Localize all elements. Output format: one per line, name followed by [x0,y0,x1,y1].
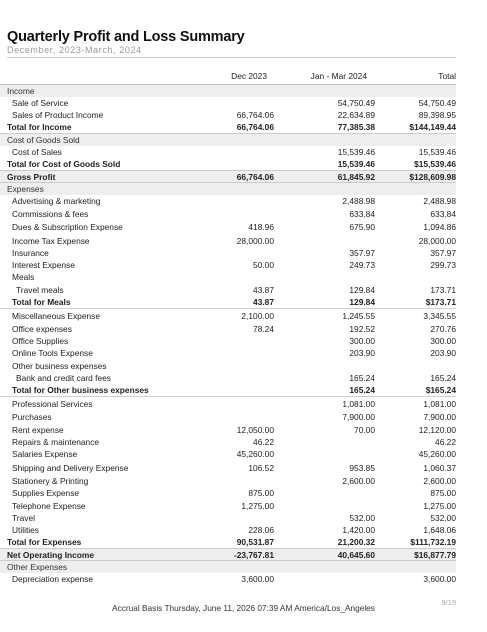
row-value-jan-mar-2024 [274,499,375,511]
table-row [0,146,456,158]
table-row [0,308,456,323]
table-row [0,158,456,170]
row-value-jan-mar-2024 [274,134,375,146]
table-row [0,499,456,511]
row-label: Telephone Expense [12,500,86,511]
row-value-jan-mar-2024: 192.52 [349,323,375,334]
row-value-total: 270.76 [430,323,456,334]
row-value-jan-mar-2024 [274,234,375,246]
row-value-total: $111,732.19 [375,536,456,548]
row-value-jan-mar-2024: 249.73 [349,260,375,271]
table-row [0,271,456,283]
row-label: Insurance [12,247,49,258]
row-value-total: $16,877.79 [375,549,456,561]
row-label: Utilities [12,525,39,536]
row-label: Meals [12,272,35,283]
row-value-jan-mar-2024: 15,539.46 [274,158,375,170]
row-label: Other Expenses [0,561,183,573]
row-value-dec-2023: 46.22 [253,436,274,447]
row-value-total: 28,000.00 [418,235,456,246]
row-value-jan-mar-2024 [274,448,375,460]
row-label: Rent expense [12,424,64,435]
row-value-dec-2023: 3,600.00 [241,574,274,585]
row-value-total: 173.71 [430,284,456,295]
row-value-total [375,134,456,146]
row-value-dec-2023 [183,183,274,195]
row-value-total [375,271,456,283]
row-value-dec-2023: 66,764.06 [183,121,274,133]
row-value-jan-mar-2024: 22,634.89 [337,110,375,121]
row-value-total: 89,398.95 [418,110,456,121]
table-row [0,347,456,359]
row-value-dec-2023: 78.24 [253,323,274,334]
row-label: Advertising & marketing [12,196,101,207]
row-value-total: 165.24 [430,373,456,384]
row-label: Cost of Sales [12,147,62,158]
row-value-dec-2023: 43.87 [253,284,274,295]
row-value-dec-2023: 45,260.00 [236,449,274,460]
row-value-total: 1,648.06 [423,525,456,536]
profit-loss-table [0,67,456,586]
title-divider [7,57,456,58]
table-row [0,573,456,585]
row-label: Sale of Service [12,97,69,108]
row-label: Repairs & maintenance [12,436,100,447]
row-value-jan-mar-2024 [274,360,375,372]
row-value-total: 633.84 [430,208,456,219]
row-value-jan-mar-2024: 953.85 [349,462,375,473]
row-value-dec-2023 [183,195,274,207]
row-value-dec-2023 [183,207,274,219]
row-value-dec-2023: 875.00 [248,488,274,499]
row-value-total: $173.71 [375,296,456,308]
row-label: Sales of Product Income [12,110,104,121]
table-row [0,384,456,396]
row-label: Total for Other business expenses [0,384,183,396]
row-value-jan-mar-2024: 165.24 [274,384,375,396]
row-label: Expenses [0,183,183,195]
row-value-dec-2023: 66,764.06 [183,171,274,183]
table-row [0,85,456,97]
row-label: Travel meals [16,284,64,295]
row-value-total [375,85,456,97]
table-row [0,475,456,487]
table-row [0,561,456,573]
row-value-jan-mar-2024 [274,561,375,573]
table-row [0,372,456,384]
table-row [0,335,456,347]
row-value-jan-mar-2024: 61,845.92 [274,171,375,183]
row-label: Travel [12,512,35,523]
row-value-dec-2023: 2,100.00 [241,310,274,321]
row-value-jan-mar-2024: 357.97 [349,247,375,258]
report-date-range: December, 2023-March, 2024 [7,45,142,55]
table-row [0,549,456,561]
row-value-dec-2023 [183,347,274,359]
row-value-total: 12,120.00 [418,424,456,435]
row-value-total: 532.00 [430,512,456,523]
row-label: Purchases [12,412,52,423]
row-value-jan-mar-2024 [274,436,375,448]
row-value-dec-2023: 1,275.00 [241,500,274,511]
row-value-total: $165.24 [375,384,456,396]
table-row [0,411,456,423]
row-label: Total for Meals [0,296,183,308]
page-number: 9/19 [441,598,456,607]
row-value-total: 2,488.98 [423,196,456,207]
row-label: Total for Expenses [0,536,183,548]
row-value-jan-mar-2024: 54,750.49 [337,97,375,108]
row-value-dec-2023: 28,000.00 [236,235,274,246]
row-label: Shipping and Delivery Expense [12,462,129,473]
row-value-jan-mar-2024: 1,081.00 [342,399,375,410]
table-row [0,423,456,435]
row-value-total: 1,275.00 [423,500,456,511]
row-value-total: 299.73 [430,260,456,271]
row-value-jan-mar-2024: 2,600.00 [342,476,375,487]
row-value-dec-2023 [183,158,274,170]
row-value-total: 7,900.00 [423,412,456,423]
table-row [0,487,456,499]
row-label: Interest Expense [12,260,75,271]
column-header-label [0,67,183,85]
column-header-jan-mar-2024: Jan - Mar 2024 [274,67,375,85]
row-label: Stationery & Printing [12,476,89,487]
row-value-jan-mar-2024: 129.84 [274,296,375,308]
row-value-jan-mar-2024: 2,488.98 [342,196,375,207]
table-row [0,448,456,460]
row-value-total: 875.00 [430,488,456,499]
table-row [0,183,456,195]
row-label: Total for Income [0,121,183,133]
table-row [0,220,456,235]
table-row [0,207,456,219]
row-value-total: $128,609.98 [375,171,456,183]
row-label: Online Tools Expense [12,348,93,359]
row-value-jan-mar-2024: 1,420.00 [342,525,375,536]
table-row [0,121,456,133]
row-value-dec-2023: 228.06 [248,525,274,536]
table-row [0,397,456,412]
row-value-total: $144,149.44 [375,121,456,133]
row-value-total: 2,600.00 [423,476,456,487]
report-title: Quarterly Profit and Loss Summary [7,29,245,45]
row-label: Office Supplies [12,336,69,347]
row-value-total [375,183,456,195]
row-value-total: 300.00 [430,336,456,347]
row-value-jan-mar-2024: 300.00 [349,336,375,347]
row-value-total: 46.22 [435,436,456,447]
row-value-jan-mar-2024: 129.84 [349,284,375,295]
row-value-dec-2023 [183,397,274,412]
row-value-dec-2023: 43.87 [183,296,274,308]
table-row [0,284,456,296]
row-label: Total for Cost of Goods Sold [0,158,183,170]
row-label: Bank and credit card fees [16,373,111,384]
row-value-jan-mar-2024 [274,271,375,283]
table-row [0,512,456,524]
row-label: Commissions & fees [12,208,89,219]
row-value-dec-2023: 50.00 [253,260,274,271]
row-value-dec-2023 [183,561,274,573]
row-value-dec-2023 [183,85,274,97]
row-label: Dues & Subscription Expense [12,222,123,233]
row-value-dec-2023 [183,512,274,524]
row-value-dec-2023 [183,360,274,372]
row-value-dec-2023 [183,411,274,423]
row-value-jan-mar-2024 [274,487,375,499]
row-value-dec-2023 [183,384,274,396]
table-row [0,195,456,207]
row-label: Other business expenses [12,360,107,371]
row-value-dec-2023 [183,247,274,259]
row-label: Net Operating Income [0,549,183,561]
row-value-total [375,561,456,573]
report-footer: Accrual Basis Thursday, June 11, 2026 07:39 AM America/Los_Angeles [112,603,375,613]
row-value-total: 357.97 [430,247,456,258]
row-value-dec-2023 [183,335,274,347]
row-label: Depreciation expense [12,574,94,585]
row-label: Professional Services [12,399,93,410]
column-header-total: Total [375,67,456,85]
row-value-jan-mar-2024: 1,245.55 [342,310,375,321]
row-value-jan-mar-2024 [274,573,375,585]
row-value-jan-mar-2024: 77,385.38 [274,121,375,133]
row-value-dec-2023 [183,134,274,146]
row-value-total: 3,600.00 [423,574,456,585]
row-value-total: 3,345.55 [423,310,456,321]
row-label: Income Tax Expense [12,235,90,246]
row-value-dec-2023: 90,531.87 [183,536,274,548]
row-value-total: 1,060.37 [423,462,456,473]
row-value-total: 1,094.86 [423,222,456,233]
row-value-jan-mar-2024: 21,200.32 [274,536,375,548]
row-label: Miscellaneous Expense [12,310,100,321]
row-value-jan-mar-2024: 15,539.46 [337,147,375,158]
table-row [0,460,456,475]
table-row [0,436,456,448]
row-label: Office expenses [12,323,72,334]
row-value-dec-2023 [183,475,274,487]
table-header-row [0,67,456,85]
column-header-dec-2023: Dec 2023 [183,67,274,85]
table-row [0,97,456,109]
row-value-total: 203.90 [430,348,456,359]
row-value-dec-2023: 12,050.00 [236,424,274,435]
row-value-total: 45,260.00 [418,449,456,460]
row-label: Salaries Expense [12,449,78,460]
row-value-jan-mar-2024: 70.00 [354,424,375,435]
row-value-total: 1,081.00 [423,399,456,410]
row-value-total: 54,750.49 [418,97,456,108]
row-value-dec-2023: 106.52 [248,462,274,473]
row-label: Gross Profit [0,171,183,183]
row-value-dec-2023 [183,97,274,109]
table-row [0,536,456,548]
table-row [0,109,456,121]
row-label: Income [0,85,183,97]
row-value-dec-2023 [183,372,274,384]
table-row [0,323,456,335]
table-row [0,171,456,183]
row-value-jan-mar-2024: 203.90 [349,348,375,359]
table-row [0,134,456,146]
row-value-dec-2023 [183,271,274,283]
table-row [0,234,456,246]
row-value-jan-mar-2024: 165.24 [349,373,375,384]
table-row [0,524,456,536]
row-label: Cost of Goods Sold [0,134,183,146]
row-value-dec-2023 [183,146,274,158]
row-label: Supplies Expense [12,488,80,499]
row-value-dec-2023: -23,767.81 [183,549,274,561]
table-row [0,247,456,259]
row-value-total: 15,539.46 [418,147,456,158]
row-value-jan-mar-2024: 675.90 [349,222,375,233]
table-row [0,259,456,271]
row-value-jan-mar-2024 [274,85,375,97]
table-row [0,296,456,308]
row-value-jan-mar-2024: 40,645.60 [274,549,375,561]
row-value-dec-2023: 418.96 [248,222,274,233]
row-value-dec-2023: 66,764.06 [236,110,274,121]
row-value-jan-mar-2024: 633.84 [349,208,375,219]
row-value-total: $15,539.46 [375,158,456,170]
row-value-total [375,360,456,372]
row-value-jan-mar-2024: 532.00 [349,512,375,523]
row-value-jan-mar-2024 [274,183,375,195]
table-row [0,360,456,372]
report-body [0,85,456,586]
row-value-jan-mar-2024: 7,900.00 [342,412,375,423]
